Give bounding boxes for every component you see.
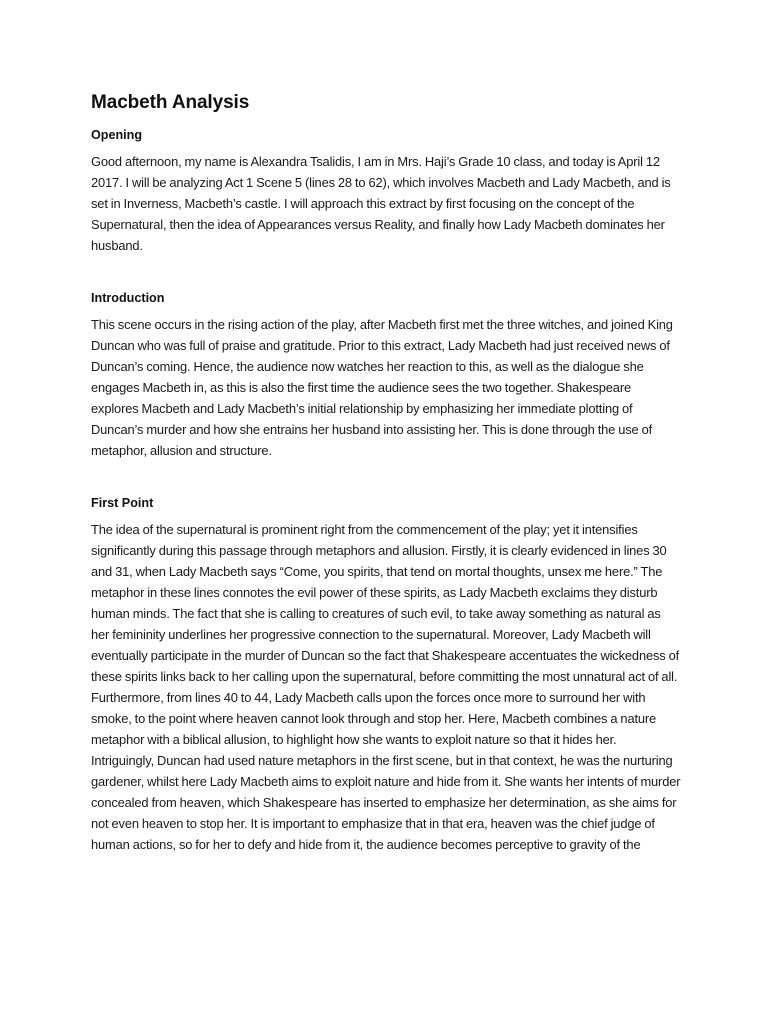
section-paragraph-first-point: The idea of the supernatural is prominent right from the commencement of the play; yet it intensifies significantly during this passage through metaphors and allusion. Firstly, it is clearly evidenced in lines 30 and 31, when Lady Macbeth says “Come, you spirits, that tend on mortal thoughts, unsex me here.” The metaphor in these lines connotes the evil power of these spirits, as Lady Macbeth exclaims they disturb human minds. The fact that she is calling to creatures of such evil, to take away something as natural as her femininity underlines her progressive connection to the supernatural. Moreover, Lady Macbeth will eventually participate in the murder of Duncan so the fact that Shakespeare accentuates the wickedness of these spirits links back to her calling upon the supernatural, before committing the most unnatural act of all. Furthermore, from lines 40 to 44, Lady Macbeth calls upon the forces once more to surround her with smoke, to the point where heaven cannot look through and stop her. Here, Macbeth combines a nature metaphor with a biblical allusion, to highlight how she wants to exploit nature so that it hides her. Intriguingly, Duncan had used nature metaphors in the first scene, but in that context, he was the nurturing gardener, whilst here Lady Macbeth aims to exploit nature and hide from it. She wants her intents of murder concealed from heaven, which Shakespeare has inserted to emphasize her determination, as she aims for not even heaven to stop her. It is important to emphasize that in that era, heaven was the chief judge of human actions, so for her to defy and hide from it, the audience becomes perceptive to gravity of the <box>91 522 681 852</box>
section-heading-opening: Opening <box>91 128 143 142</box>
section-opening <box>91 128 681 256</box>
section-spacer <box>91 256 681 291</box>
section-heading-introduction: Introduction <box>91 291 165 305</box>
document-body <box>91 92 681 855</box>
section-paragraph-opening: Good afternoon, my name is Alexandra Tsalidis, I am in Mrs. Haji’s Grade 10 class, and today is April 12 2017. I will be analyzing Act 1 Scene 5 (lines 28 to 62), which involves Macbeth and Lady Macbeth, and is set in Inverness, Macbeth’s castle. I will approach this extract by first focusing on the concept of the Supernatural, then the idea of Appearances versus Reality, and finally how Lady Macbeth dominates her husband. <box>91 154 671 253</box>
section-first-point <box>91 496 681 855</box>
section-paragraph-introduction: This scene occurs in the rising action of the play, after Macbeth first met the three witches, and joined King Duncan who was full of praise and gratitude. Prior to this extract, Lady Macbeth had just received news of Duncan’s coming. Hence, the audience now watches her reaction to this, as well as the dialogue she engages Macbeth in, as this is also the first time the audience sees the two together. Shakespeare explores Macbeth and Lady Macbeth’s initial relationship by emphasizing her immediate plotting of Duncan’s murder and how she entrains her husband into assisting her. This is done through the use of metaphor, allusion and structure. <box>91 317 673 458</box>
section-heading-first-point: First Point <box>91 496 154 510</box>
section-spacer <box>91 461 681 496</box>
section-introduction <box>91 291 681 461</box>
document-title: Macbeth Analysis <box>91 92 250 113</box>
